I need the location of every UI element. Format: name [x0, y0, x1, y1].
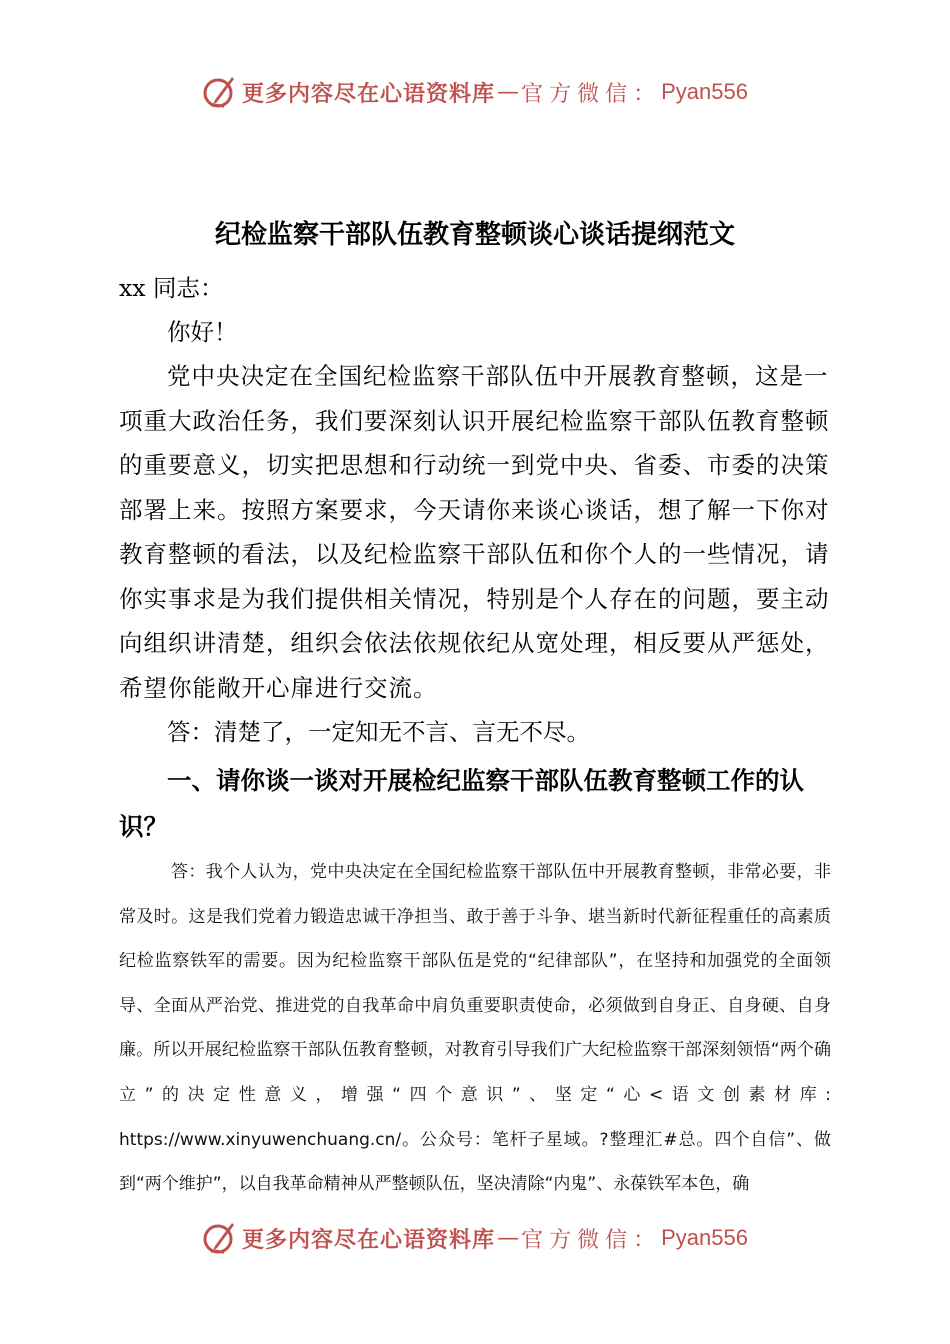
watermark-wechat-label: 官方微信：	[521, 81, 662, 107]
greeting: 你好！	[167, 318, 238, 346]
watermark-wechat-id: Pyan556	[661, 1225, 748, 1250]
watermark-wechat-id: Pyan556	[661, 79, 748, 104]
document-title: 纪检监察干部队伍教育整顿谈心谈话提纲范文	[214, 220, 735, 250]
watermark-brand: 更多内容尽在心语资料库	[242, 80, 496, 107]
salutation: xx 同志：	[119, 274, 224, 302]
watermark-banner-bottom	[0, 1218, 950, 1258]
intro-paragraph: 党中央决定在全国纪检监察干部队伍中开展教育整顿，这是一项重大政治任务，我们要深刻认识开展纪检监察干部队伍教育整顿的重要意义，切实把思想和行动统一到党中央、省委、市委的决策部署上来。按照方案要求，今天请你来谈心谈话，想了解一下你对教育整顿的看法，以及纪检监察干部队伍和你个人的一些情况，请你实事求是为我们提供相关情况，特别是个人存在的问题，要主动向组织讲清楚，组织会依法依规依纪从宽处理，相反要从严惩处，希望你能敞开心扉进行交流。	[119, 362, 830, 702]
watermark-banner-top	[0, 72, 950, 112]
watermark-brand: 更多内容尽在心语资料库	[242, 1226, 496, 1253]
question-heading-1: 一、请你谈一谈对开展检纪监察干部队伍教育整顿工作的认识？	[119, 766, 804, 841]
watermark-dash: —	[497, 1225, 520, 1251]
watermark-dash: —	[497, 79, 520, 105]
quill-seal-logo-icon	[202, 1220, 238, 1256]
reply-paragraph: 答：清楚了，一定知无不言、言无不尽。	[167, 718, 590, 746]
watermark-wechat-label: 官方微信：	[521, 1227, 662, 1253]
answer-paragraph-1: 答：我个人认为，党中央决定在全国纪检监察干部队伍中开展教育整顿，非常必要，非常及时。这是我们党着力锻造忠诚干净担当、敢于善于斗争、堪当新时代新征程重任的高素质纪检监察铁军的需要。因为纪检监察干部队伍是党的“纪律部队”，在坚持和加强党的全面领导、全面从严治党、推进党的自我革命中肩负重要职责使命，必须做到自身正、自身硬、自身廉。所以开展纪检监察干部队伍教育整顿，对教育引导我们广大纪检监察干部深刻领悟“两个确立”的决定性意义，增强“四个意识”、坚定“心<语文创素材库: https://www.xinyuwenchuang.cn/。公众号：笔杆子星域。?整理汇#总。四个自信”、做到“两个维护”，以自我革命精神从严整顿队伍，坚决清除“内鬼”、永葆铁军本色，确	[119, 862, 831, 1195]
quill-seal-logo-icon	[202, 74, 238, 110]
